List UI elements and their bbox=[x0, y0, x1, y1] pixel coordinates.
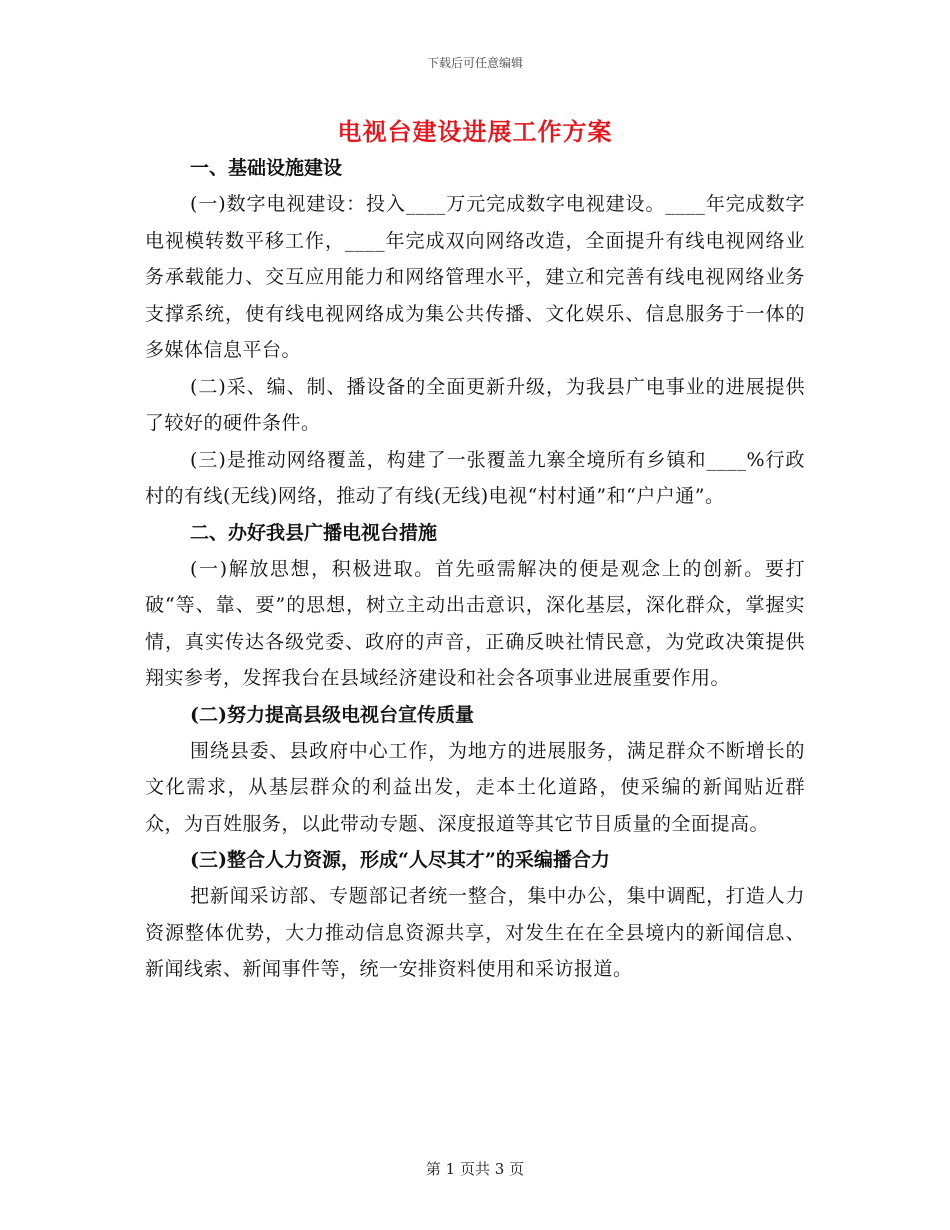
section-heading-2: 二、办好我县广播电视台措施 bbox=[190, 521, 438, 544]
paragraph-equipment: (二)采、编、制、播设备的全面更新升级，为我县广电事业的进展提供了较好的硬件条件。 bbox=[145, 375, 805, 434]
paragraph-digital-tv: (一)数字电视建设：投入____万元完成数字电视建设。____年完成数字电视模转数平移工作，____年完成双向网络改造，全面提升有线电视网络业务承载能力、交互应用能力和网络管理水平，建立和完善有线电视网络业务支撑系统，使有线电视网络成为集公共传播、文化娱乐、信息服务于一体的多媒体信息平台。 bbox=[145, 193, 805, 361]
paragraph-quality: 围绕县委、县政府中心工作，为地方的进展服务，满足群众不断增长的文化需求，从基层群众的利益出发，走本土化道路，使采编的新闻贴近群众，为百姓服务，以此带动专题、深度报道等其它节目质量的全面提高。 bbox=[145, 739, 805, 835]
page-footer: 第 1 页共 3 页 bbox=[425, 1160, 525, 1178]
document-title: 电视台建设进展工作方案 bbox=[337, 117, 613, 146]
section-heading-1: 一、基础设施建设 bbox=[190, 157, 343, 179]
header-note: 下载后可任意编辑 bbox=[426, 56, 523, 70]
paragraph-network: (三)是推动网络覆盖，构建了一张覆盖九寨全境所有乡镇和____%行政村的有线(无线)网络，推动了有线(无线)电视“村村通”和“户户通”。 bbox=[145, 448, 805, 507]
document-body bbox=[145, 150, 805, 988]
paragraph-liberate-thinking: (一)解放思想，积极进取。首先亟需解决的便是观念上的创新。要打破“等、靠、要”的思想，树立主动出击意识，深化基层，深化群众，掌握实情，真实传达各级党委、政府的声音，正确反映社情民意，为党政决策提供翔实参考，发挥我台在县域经济建设和社会各项事业进展重要作用。 bbox=[145, 557, 805, 689]
subheading-resources: (三)整合人力资源，形成“人尽其才”的采编播合力 bbox=[190, 849, 610, 871]
subheading-quality: (二)努力提高县级电视台宣传质量 bbox=[190, 703, 474, 726]
paragraph-resources: 把新闻采访部、专题部记者统一整合，集中办公，集中调配，打造人力资源整体优势，大力推动信息资源共享，对发生在在全县境内的新闻信息、新闻线索、新闻事件等，统一安排资料使用和采访报道。 bbox=[145, 885, 805, 980]
